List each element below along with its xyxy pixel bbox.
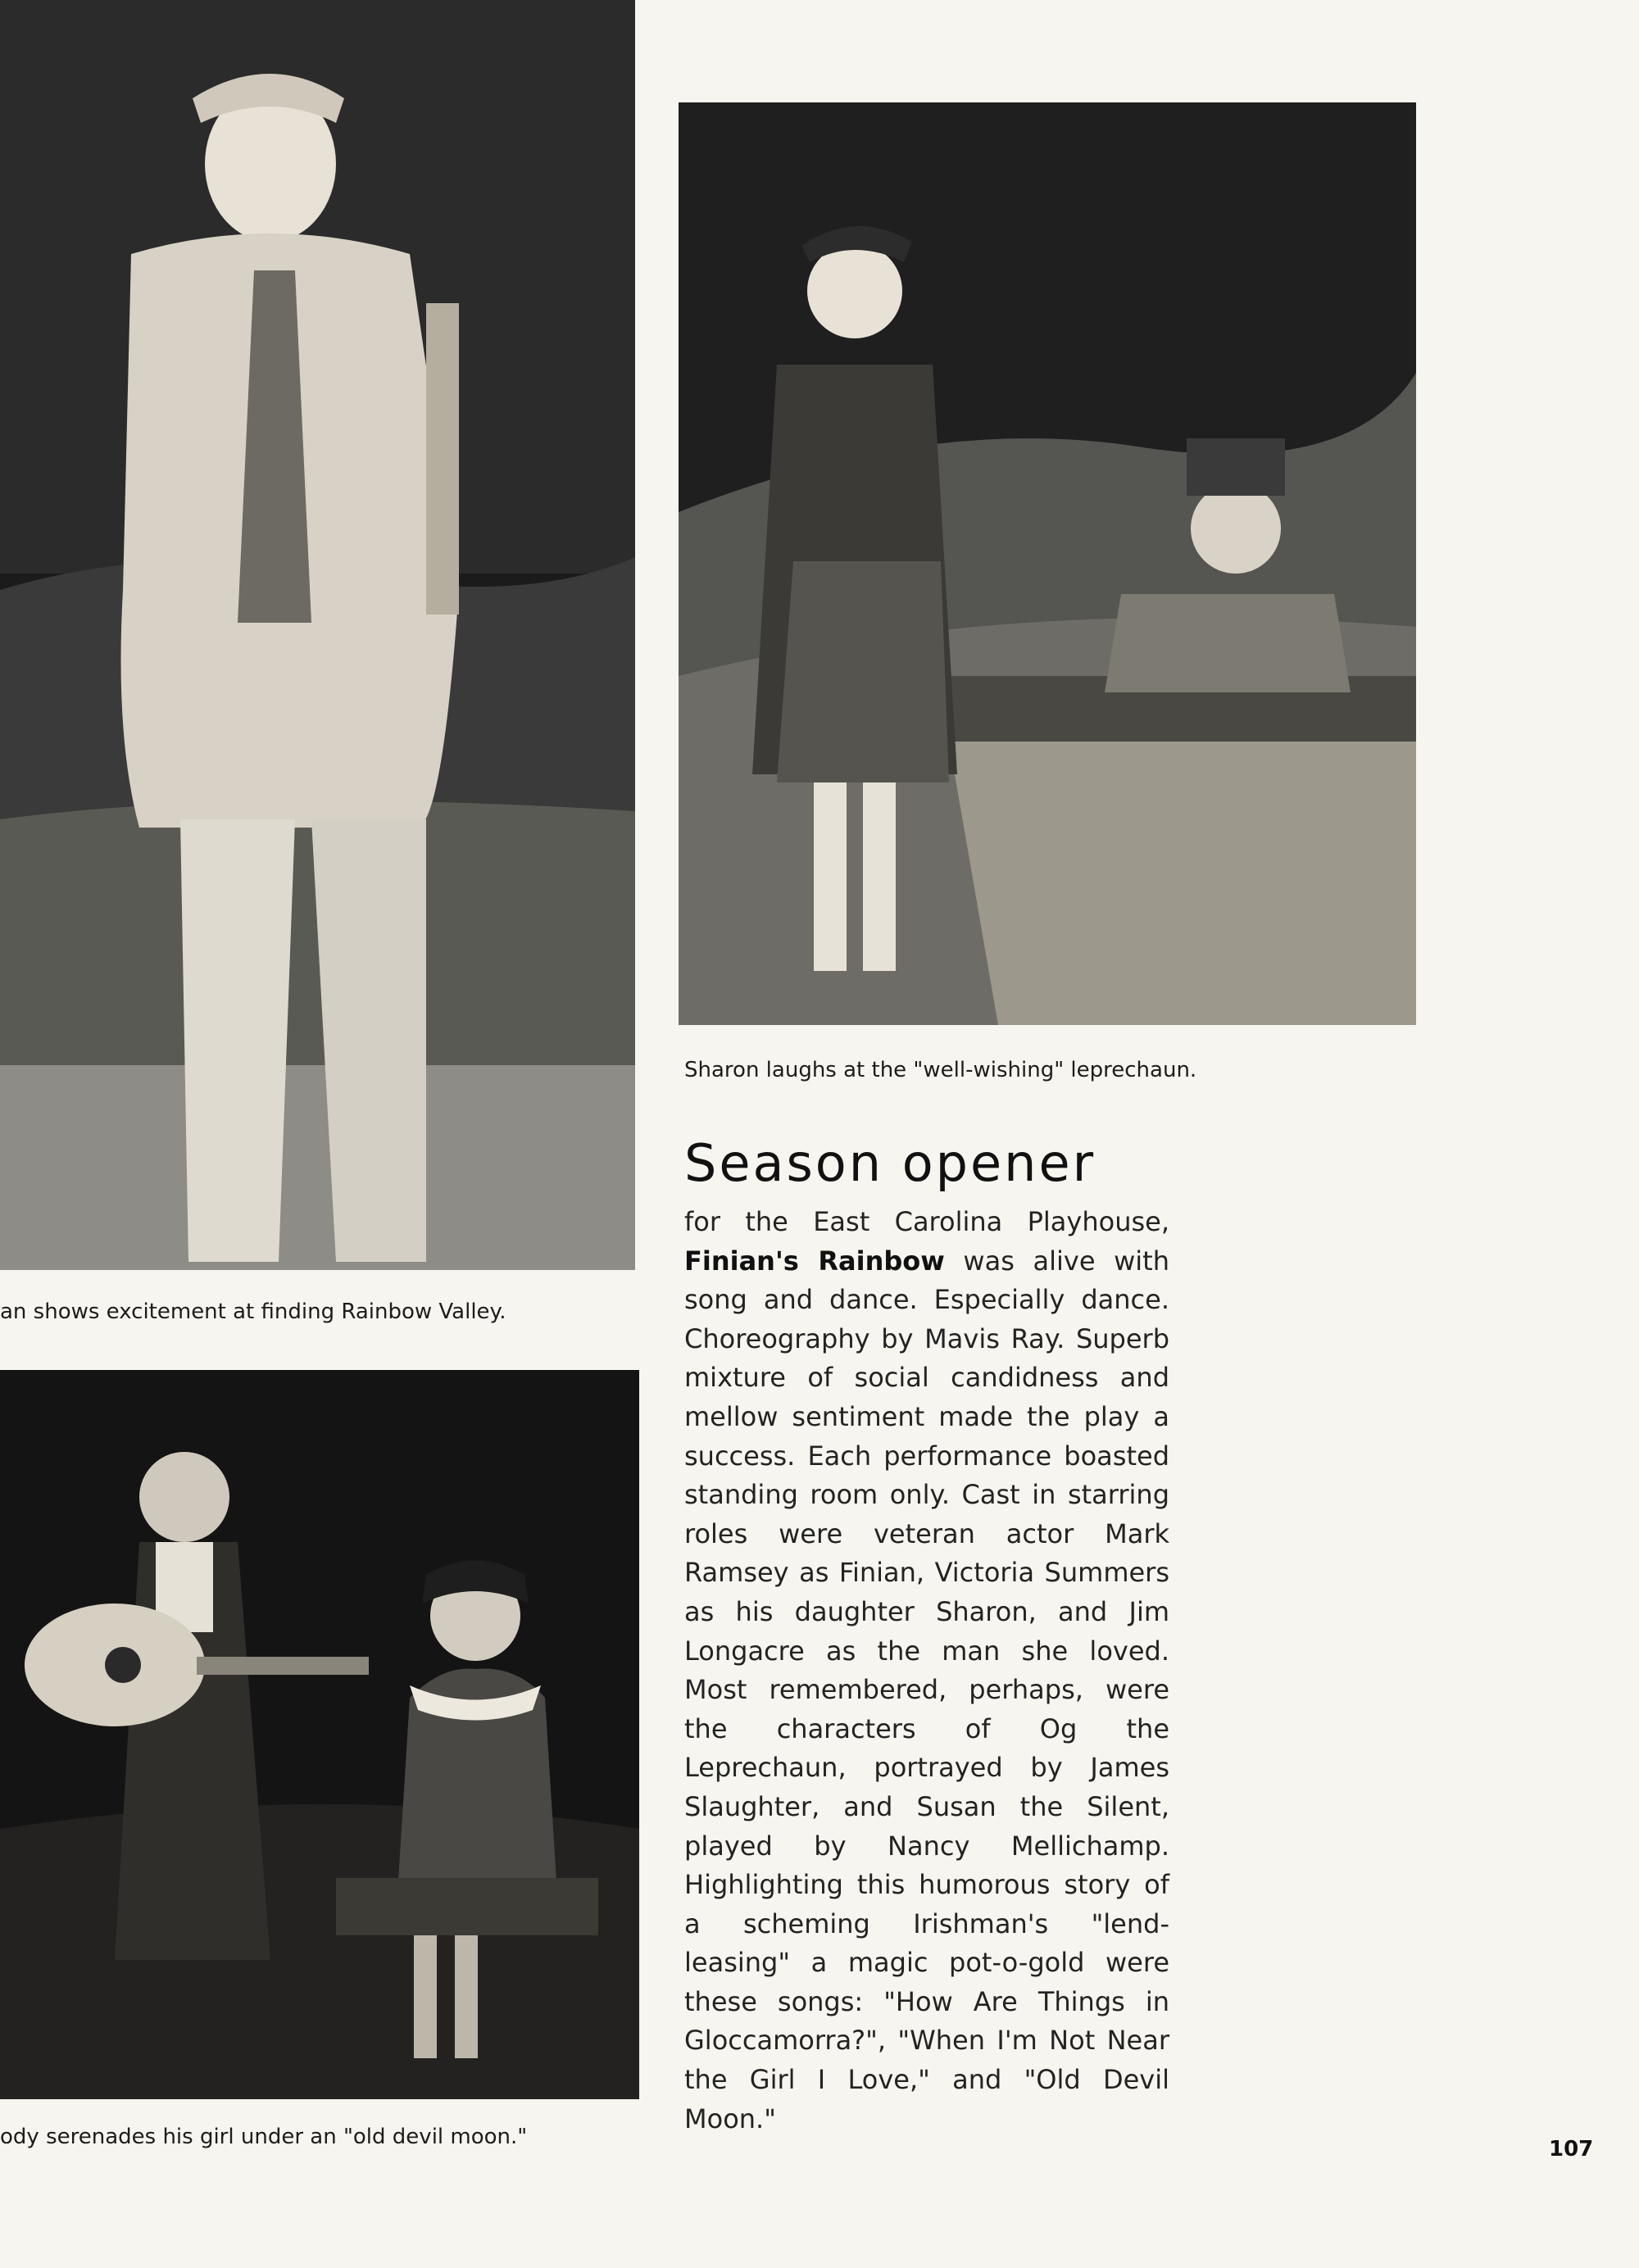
caption-photo-3: ody serenades his girl under an "old devil moon." xyxy=(0,2125,528,2149)
photo-woody-serenade xyxy=(0,1370,639,2099)
article-headline: Season opener xyxy=(684,1133,1096,1193)
article-title-bold: Finian's Rainbow xyxy=(684,1245,945,1277)
page-number: 107 xyxy=(1549,2137,1594,2161)
article-lead-in: for the East Carolina Playhouse, xyxy=(684,1206,1169,1237)
photo-finian-flute xyxy=(0,0,635,1270)
woody-serenade-illustration xyxy=(0,1370,639,2099)
article-body-text: was alive with song and dance. Especially dance. Choreography by Mavis Ray. Superb mixture of social candidness and mellow sentiment made the play a success. Each performance boasted standing room only. Cast in starring roles were veteran actor Mark Ramsey as Finian, Victoria Summers as his daughter Sharon, and Jim Longacre as the man she loved. Most remembered, perhaps, were the characters of Og the Leprechaun, portrayed by James Slaughter, and Susan the Silent, played by Nancy Mellichamp. Highlighting this humorous story of a scheming Irishman's "lend-leasing" a magic pot-o-gold were these songs: "How Are Things in Gloccamorra?", "When I'm Not Near the Girl I Love," and "Old Devil Moon." xyxy=(684,1245,1169,2134)
sharon-leprechaun-illustration xyxy=(679,102,1416,1025)
finian-photo-illustration xyxy=(0,0,635,1270)
caption-photo-1: an shows excitement at finding Rainbow Valley. xyxy=(0,1300,506,1324)
photo-sharon-leprechaun xyxy=(679,102,1416,1025)
article-body xyxy=(684,1203,1169,2139)
caption-photo-2: Sharon laughs at the "well-wishing" leprechaun. xyxy=(684,1058,1197,1082)
